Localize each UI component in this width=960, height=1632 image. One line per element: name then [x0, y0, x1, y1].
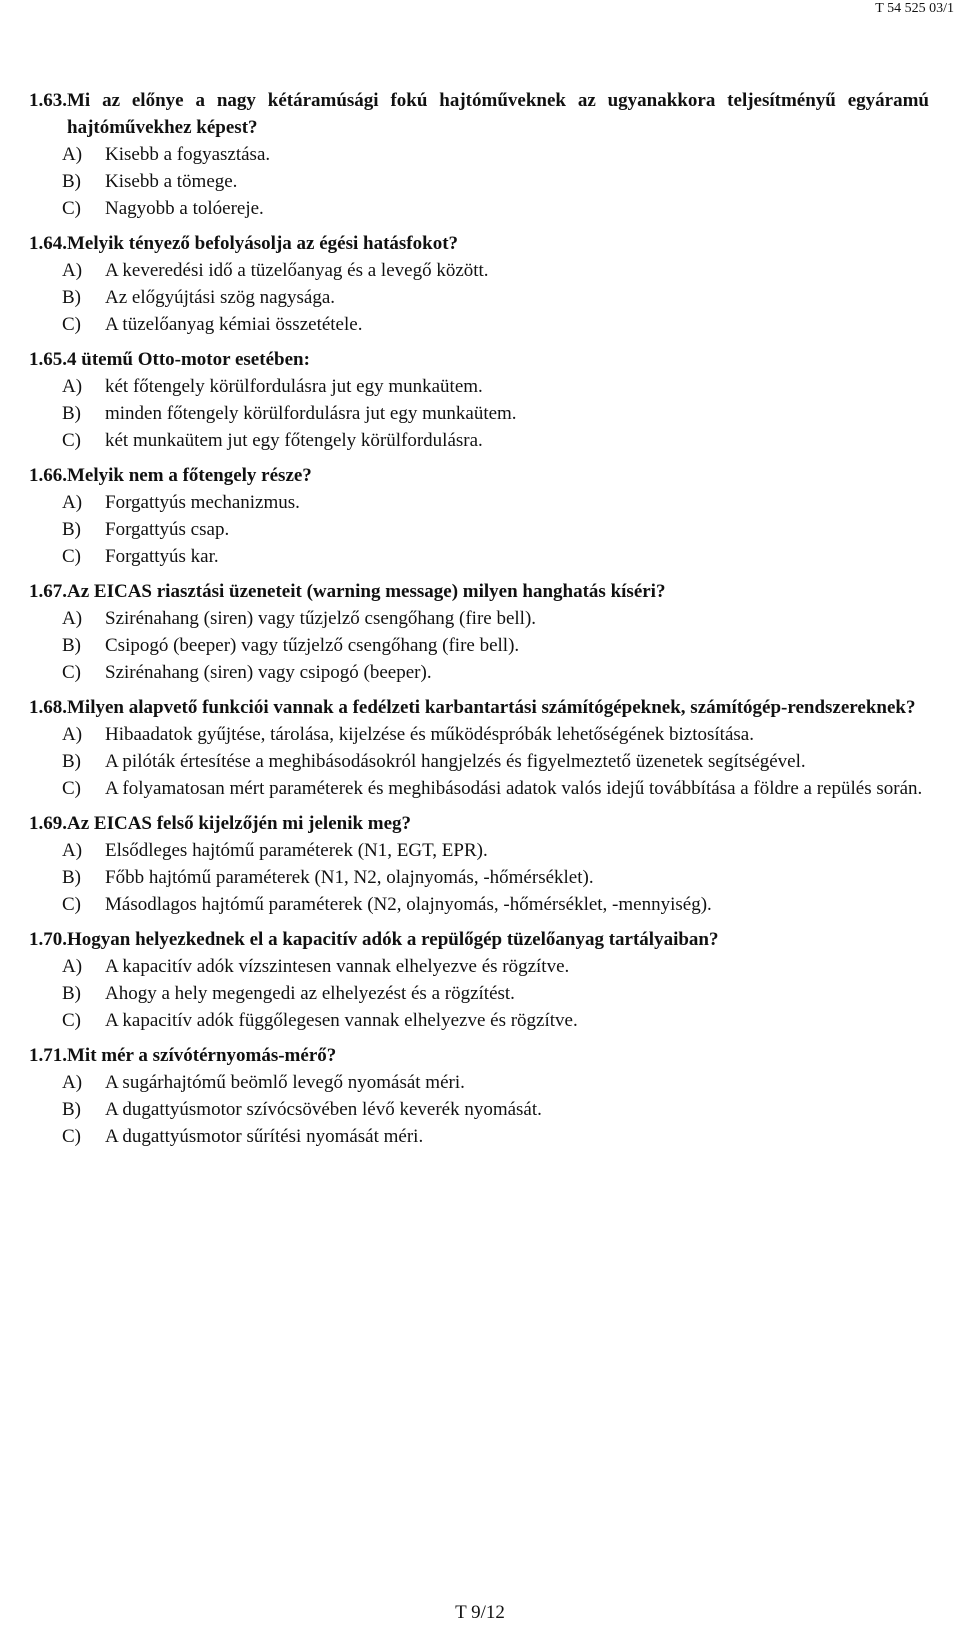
option-letter: C)	[62, 1010, 81, 1031]
option-text: A pilóták értesítése a meghibásodásokról hangjelzés és figyelmeztető üzenetek segítségével.	[105, 751, 806, 772]
option-text: Kisebb a tömege.	[105, 171, 238, 192]
option-text: A tüzelőanyag kémiai összetétele.	[105, 314, 363, 335]
option-letter: B)	[62, 751, 81, 772]
answer-option	[62, 953, 929, 980]
option-letter: C)	[62, 546, 81, 567]
option-text: A keveredési idő a tüzelőanyag és a levegő között.	[105, 260, 489, 281]
option-letter: C)	[62, 778, 81, 799]
question	[29, 694, 929, 802]
question-text: Melyik tényező befolyásolja az égési hatásfokot?	[67, 233, 459, 254]
answer-option	[62, 427, 929, 454]
option-letter: A)	[62, 492, 83, 513]
option-letter: A)	[62, 840, 83, 861]
answer-option	[62, 195, 929, 222]
answer-option	[62, 1123, 929, 1150]
option-letter: B)	[62, 287, 81, 308]
answer-option	[62, 721, 929, 748]
option-text: Kisebb a fogyasztása.	[105, 144, 271, 165]
question-number: 1.63.	[29, 90, 67, 111]
question-text: 4 ütemű Otto-motor esetében:	[67, 349, 310, 370]
answer-option	[62, 489, 929, 516]
answer-option	[62, 775, 929, 802]
question	[29, 1042, 929, 1150]
answer-option	[62, 891, 929, 918]
option-text: Másodlagos hajtómű paraméterek (N2, olajnyomás, -hőmérséklet, -mennyiség).	[105, 894, 712, 915]
question	[29, 230, 929, 338]
answer-option	[62, 400, 929, 427]
option-text: Az előgyújtási szög nagysága.	[105, 287, 336, 308]
option-letter: C)	[62, 894, 81, 915]
question	[29, 87, 929, 222]
option-letter: B)	[62, 867, 81, 888]
option-text: A folyamatosan mért paraméterek és meghibásodási adatok valós idejű továbbítása a földre a repülés során.	[105, 778, 923, 799]
option-text: A sugárhajtómű beömlő levegő nyomását méri.	[105, 1072, 465, 1093]
question-text: Hogyan helyezkednek el a kapacitív adók a repülőgép tüzelőanyag tartályaiban?	[67, 929, 719, 950]
question-number: 1.66.	[29, 465, 67, 486]
answer-option	[62, 373, 929, 400]
answer-option	[62, 1069, 929, 1096]
option-text: Szirénahang (siren) vagy tűzjelző csengőhang (fire bell).	[105, 608, 537, 629]
option-text: A dugattyúsmotor sűrítési nyomását méri.	[105, 1126, 424, 1147]
answer-option	[62, 168, 929, 195]
option-letter: B)	[62, 519, 81, 540]
option-text: A dugattyúsmotor szívócsövében lévő keverék nyomását.	[105, 1099, 542, 1120]
answer-option	[62, 141, 929, 168]
answer-option	[62, 257, 929, 284]
option-letter: A)	[62, 956, 83, 977]
option-text: Forgattyús mechanizmus.	[105, 492, 300, 513]
option-text: két munkaütem jut egy főtengely körülfordulásra.	[105, 430, 483, 451]
answer-option	[62, 1007, 929, 1034]
question-number: 1.68.	[29, 697, 67, 718]
question-number: 1.69.	[29, 813, 67, 834]
option-letter: A)	[62, 608, 83, 629]
option-letter: A)	[62, 1072, 83, 1093]
answer-option	[62, 284, 929, 311]
answer-option	[62, 311, 929, 338]
option-text: Hibaadatok gyűjtése, tárolása, kijelzése és működéspróbák lehetőségének biztosítása.	[105, 724, 754, 745]
question	[29, 462, 929, 570]
question-text: Melyik nem a főtengely része?	[67, 465, 312, 486]
answer-option	[62, 864, 929, 891]
answer-option	[62, 659, 929, 686]
question-text: Mi az előnye a nagy kétáramúsági fokú hajtóműveknek az ugyanakkora teljesítményű egyáramú hajtóművekhez képest?	[67, 90, 929, 138]
option-text: Főbb hajtómű paraméterek (N1, N2, olajnyomás, -hőmérséklet).	[105, 867, 594, 888]
option-letter: B)	[62, 403, 81, 424]
option-letter: C)	[62, 430, 81, 451]
question-text: Mit mér a szívótérnyomás-mérő?	[67, 1045, 337, 1066]
option-text: minden főtengely körülfordulásra jut egy munkaütem.	[105, 403, 517, 424]
option-letter: B)	[62, 1099, 81, 1120]
question	[29, 578, 929, 686]
option-text: Csipogó (beeper) vagy tűzjelző csengőhang (fire bell).	[105, 635, 520, 656]
answer-option	[62, 980, 929, 1007]
page-number: T 9/12	[455, 1602, 505, 1623]
answer-option	[62, 632, 929, 659]
question-list	[29, 87, 929, 1158]
answer-option	[62, 748, 929, 775]
question	[29, 810, 929, 918]
question-text: Az EICAS riasztási üzeneteit (warning message) milyen hanghatás kíséri?	[67, 581, 666, 602]
option-letter: C)	[62, 314, 81, 335]
question-number: 1.65.	[29, 349, 67, 370]
question	[29, 926, 929, 1034]
question-number: 1.67.	[29, 581, 67, 602]
question-number: 1.64.	[29, 233, 67, 254]
option-letter: B)	[62, 983, 81, 1004]
option-text: A kapacitív adók függőlegesen vannak elhelyezve és rögzítve.	[105, 1010, 578, 1031]
option-text: Nagyobb a tolóereje.	[105, 198, 264, 219]
option-letter: A)	[62, 724, 83, 745]
option-text: Forgattyús csap.	[105, 519, 230, 540]
question-text: Milyen alapvető funkciói vannak a fedélzeti karbantartási számítógépeknek, számítógép-rendszereknek?	[67, 697, 916, 718]
option-text: A kapacitív adók vízszintesen vannak elhelyezve és rögzítve.	[105, 956, 570, 977]
option-letter: B)	[62, 635, 81, 656]
question	[29, 346, 929, 454]
option-letter: A)	[62, 144, 83, 165]
option-text: Elsődleges hajtómű paraméterek (N1, EGT, EPR).	[105, 840, 488, 861]
answer-option	[62, 1096, 929, 1123]
question-number: 1.71.	[29, 1045, 67, 1066]
answer-option	[62, 543, 929, 570]
option-letter: A)	[62, 260, 83, 281]
option-text: Ahogy a hely megengedi az elhelyezést és a rögzítést.	[105, 983, 515, 1004]
option-letter: C)	[62, 1126, 81, 1147]
option-letter: A)	[62, 376, 83, 397]
option-letter: C)	[62, 662, 81, 683]
answer-option	[62, 837, 929, 864]
question-text: Az EICAS felső kijelzőjén mi jelenik meg?	[67, 813, 412, 834]
option-text: Forgattyús kar.	[105, 546, 219, 567]
answer-option	[62, 605, 929, 632]
question-number: 1.70.	[29, 929, 67, 950]
option-text: két főtengely körülfordulásra jut egy munkaütem.	[105, 376, 483, 397]
document-code: T 54 525 03/1	[875, 1, 954, 16]
option-letter: C)	[62, 198, 81, 219]
answer-option	[62, 516, 929, 543]
option-letter: B)	[62, 171, 81, 192]
option-text: Szirénahang (siren) vagy csipogó (beeper).	[105, 662, 432, 683]
